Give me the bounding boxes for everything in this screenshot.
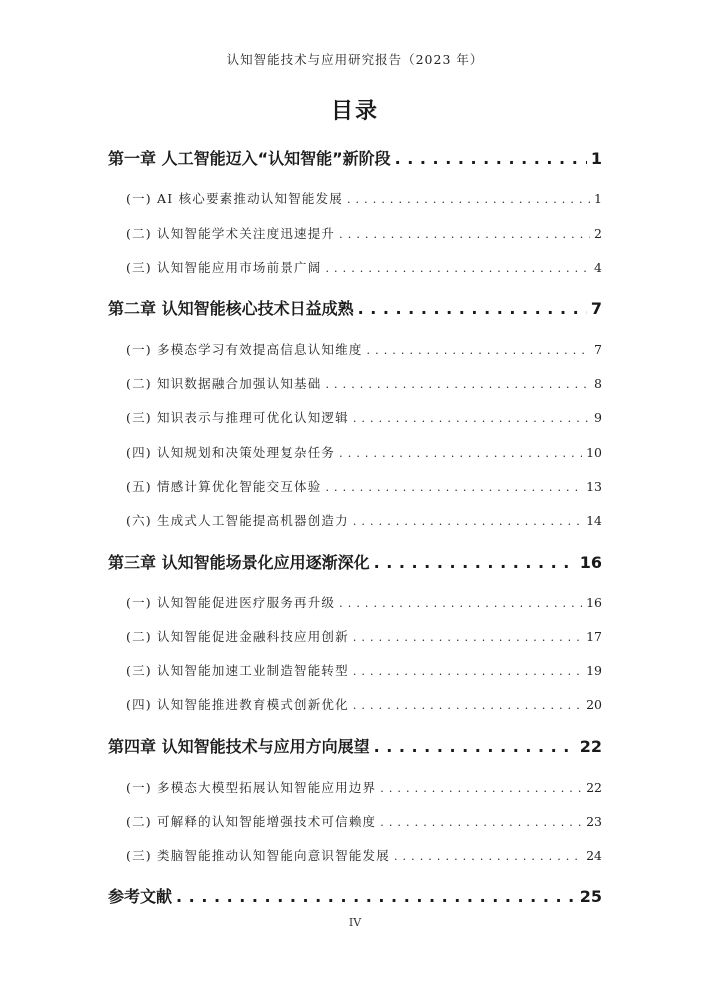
toc-entry-page: 22 (586, 780, 602, 795)
toc-entry-page: 20 (586, 697, 602, 712)
toc-chapter-2[interactable] (108, 296, 602, 319)
dot-leader (339, 228, 590, 241)
dot-leader (347, 193, 590, 206)
toc-entry-label: (一) 认知智能促进医疗服务再升级 (126, 595, 336, 610)
toc-entry-label: 第一章 人工智能迈入“认知智能”新阶段 (108, 149, 391, 168)
dot-leader (367, 344, 591, 357)
dot-leader (380, 816, 582, 829)
toc-entry-label: (三) 认知智能加速工业制造智能转型 (126, 663, 349, 678)
dot-leader (325, 378, 590, 391)
dot-leader (395, 149, 587, 168)
toc-entry-page: 22 (579, 737, 602, 756)
toc-entry-page: 8 (594, 376, 602, 391)
toc-entry-page: 16 (586, 595, 602, 610)
toc-section-2-4[interactable] (126, 443, 602, 461)
toc-entry-page: 19 (586, 663, 602, 678)
dot-leader (353, 515, 582, 528)
page-title: 目录 (330, 99, 379, 124)
dot-leader (325, 481, 582, 494)
dot-leader (353, 665, 582, 678)
toc-entry-label: (二) 认知智能学术关注度迅速提升 (126, 226, 336, 241)
toc-section-1-2[interactable] (126, 224, 602, 242)
toc-section-2-2[interactable] (126, 374, 602, 392)
toc-entry-label: 第四章 认知智能技术与应用方向展望 (108, 737, 370, 756)
toc-entry-label: (一) 多模态大模型拓展认知智能应用边界 (126, 780, 377, 795)
toc-entry-label: (五) 情感计算优化智能交互体验 (126, 479, 322, 494)
toc-references[interactable] (108, 884, 602, 907)
toc-entry-label: (二) 知识数据融合加强认知基础 (126, 376, 322, 391)
toc-entry-page: 9 (594, 410, 602, 425)
toc-chapter-3[interactable] (108, 550, 602, 573)
toc-section-2-1[interactable] (126, 340, 602, 358)
toc-section-2-3[interactable] (126, 408, 602, 426)
toc-entry-page: 10 (586, 445, 602, 460)
toc-section-4-1[interactable] (126, 778, 602, 796)
toc-section-1-3[interactable] (126, 258, 602, 276)
toc-entry-page: 4 (594, 260, 602, 275)
toc-entry-label: (六) 生成式人工智能提高机器创造力 (126, 513, 349, 528)
toc-entry-label: 第二章 认知智能核心技术日益成熟 (108, 299, 354, 318)
dot-leader (353, 412, 590, 425)
toc-section-4-2[interactable] (126, 812, 602, 830)
toc-entry-label: (一) AI 核心要素推动认知智能发展 (126, 191, 343, 206)
toc-entry-label: (四) 认知智能推进教育模式创新优化 (126, 697, 349, 712)
dot-leader (380, 782, 582, 795)
dot-leader (374, 737, 576, 756)
toc-section-3-4[interactable] (126, 695, 602, 713)
toc-entry-label: (二) 认知智能促进金融科技应用创新 (126, 629, 349, 644)
toc-entry-label: (二) 可解释的认知智能增强技术可信赖度 (126, 814, 377, 829)
toc-entry-page: 7 (590, 299, 602, 318)
toc-entry-page: 13 (586, 479, 602, 494)
toc-entry-page: 1 (594, 191, 602, 206)
toc-section-4-3[interactable] (126, 846, 602, 864)
toc-section-1-1[interactable] (126, 189, 602, 207)
toc-entry-label: (三) 认知智能应用市场前景广阔 (126, 260, 322, 275)
toc-section-3-3[interactable] (126, 661, 602, 679)
toc-entry-label: (四) 认知规划和决策处理复杂任务 (126, 445, 336, 460)
dot-leader (353, 631, 582, 644)
toc-section-3-2[interactable] (126, 627, 602, 645)
toc-entry-page: 23 (586, 814, 602, 829)
dot-leader (353, 699, 582, 712)
dot-leader (325, 262, 590, 275)
dot-leader (176, 887, 576, 906)
toc-section-2-6[interactable] (126, 511, 602, 529)
toc-entry-label: 第三章 认知智能场景化应用逐渐深化 (108, 553, 370, 572)
toc-entry-page: 7 (594, 342, 602, 357)
toc-entry-page: 2 (594, 226, 602, 241)
toc-entry-page: 24 (586, 848, 602, 863)
dot-leader (339, 447, 582, 460)
toc-entry-page: 16 (579, 553, 602, 572)
toc-entry-label: (三) 知识表示与推理可优化认知逻辑 (126, 410, 349, 425)
dot-leader (339, 597, 582, 610)
dot-leader (394, 850, 582, 863)
running-header: 认知智能技术与应用研究报告（2023 年） (226, 52, 484, 67)
toc-chapter-4[interactable] (108, 734, 602, 757)
toc-section-3-1[interactable] (126, 593, 602, 611)
toc-section-2-5[interactable] (126, 477, 602, 495)
dot-leader (358, 299, 587, 318)
toc-entry-page: 1 (590, 149, 602, 168)
toc-entry-label: (三) 类脑智能推动认知智能向意识智能发展 (126, 848, 390, 863)
toc-chapter-1[interactable] (108, 146, 602, 169)
toc-entry-label: (一) 多模态学习有效提高信息认知维度 (126, 342, 363, 357)
toc-entry-page: 25 (579, 887, 602, 906)
toc-entry-label: 参考文献 (108, 887, 173, 906)
toc-entry-page: 14 (586, 513, 602, 528)
toc-entry-page: 17 (586, 629, 602, 644)
dot-leader (374, 553, 576, 572)
page-number: IV (348, 916, 362, 929)
